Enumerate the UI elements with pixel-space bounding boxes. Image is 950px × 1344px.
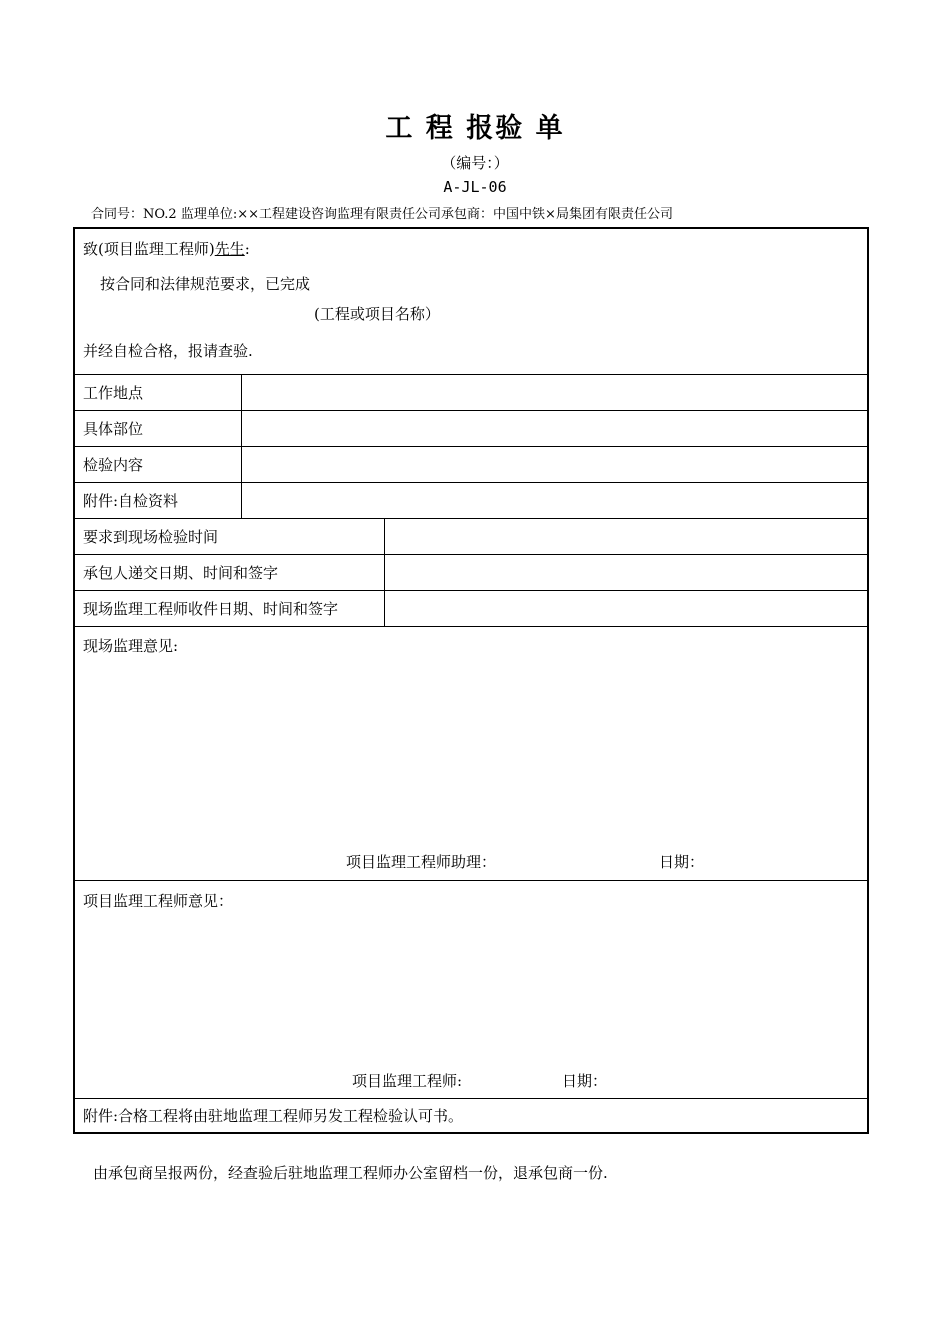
contractor-name: 中国中铁×局集团有限责任公司 xyxy=(493,207,673,222)
addressee-colon: : xyxy=(244,240,250,258)
footer-note: 由承包商呈报两份，经查验后驻地监理工程师办公室留档一份，退承包商一份. xyxy=(93,1164,608,1182)
field-row xyxy=(75,555,867,591)
requested-inspection-time-field[interactable] xyxy=(385,519,867,554)
form-code: A-JL-06 xyxy=(443,178,507,196)
addressee-prefix: 致(项目监理工程师) xyxy=(83,240,215,258)
field-label: 附件:自检资料 xyxy=(75,483,242,518)
inspection-content-field[interactable] xyxy=(242,447,867,482)
work-location-field[interactable] xyxy=(242,375,867,410)
project-opinion-section[interactable] xyxy=(75,881,867,1099)
field-label: 承包人递交日期、时间和签字 xyxy=(75,555,385,590)
project-engineer-sign-label: 项目监理工程师: xyxy=(352,1072,463,1090)
site-opinion-section[interactable] xyxy=(75,627,867,881)
project-date-label: 日期： xyxy=(562,1072,608,1090)
contract-label: 合同号： xyxy=(91,207,144,222)
specific-part-field[interactable] xyxy=(242,411,867,446)
addressee-mister: 先生 xyxy=(214,240,245,258)
intro-line-3: 并经自检合格，报请查验. xyxy=(83,342,253,360)
field-label: 现场监理工程师收件日期、时间和签字 xyxy=(75,591,385,626)
field-label: 要求到现场检验时间 xyxy=(75,519,385,554)
supervisor-name: ××工程建设咨询监理有限责任公司 xyxy=(237,207,442,222)
intro-section xyxy=(75,229,867,375)
field-label: 检验内容 xyxy=(75,447,242,482)
field-row xyxy=(75,483,867,519)
attachment-note: 附件:合格工程将由驻地监理工程师另发工程检验认可书。 xyxy=(83,1107,464,1125)
field-label: 具体部位 xyxy=(75,411,242,446)
engineer-receipt-field[interactable] xyxy=(385,591,867,626)
contractor-submission-field[interactable] xyxy=(385,555,867,590)
site-date-label: 日期： xyxy=(659,853,705,871)
header-line xyxy=(91,203,673,222)
serial-number: （编号：） xyxy=(441,154,509,172)
site-assistant-sign-label: 项目监理工程师助理： xyxy=(346,853,497,871)
self-check-attachment-field[interactable] xyxy=(242,483,867,518)
field-label: 工作地点 xyxy=(75,375,242,410)
project-opinion-label: 项目监理工程师意见： xyxy=(83,892,234,910)
supervisor-label: 监理单位: xyxy=(180,207,238,222)
field-row xyxy=(75,411,867,447)
field-row xyxy=(75,447,867,483)
site-opinion-label: 现场监理意见: xyxy=(83,637,179,655)
addressee-line xyxy=(83,238,250,259)
attachment-note-row xyxy=(75,1099,867,1132)
inspection-form xyxy=(73,227,869,1134)
contractor-label: 承包商： xyxy=(441,207,494,222)
field-row xyxy=(75,591,867,627)
field-row xyxy=(75,519,867,555)
intro-line-2: (工程或项目名称） xyxy=(314,305,440,323)
intro-line-1: 按合同和法律规范要求，已完成 xyxy=(100,275,311,293)
field-row xyxy=(75,375,867,411)
document-title: 工 程 报验 单 xyxy=(385,113,565,144)
contract-no: NO.2 xyxy=(143,207,177,222)
